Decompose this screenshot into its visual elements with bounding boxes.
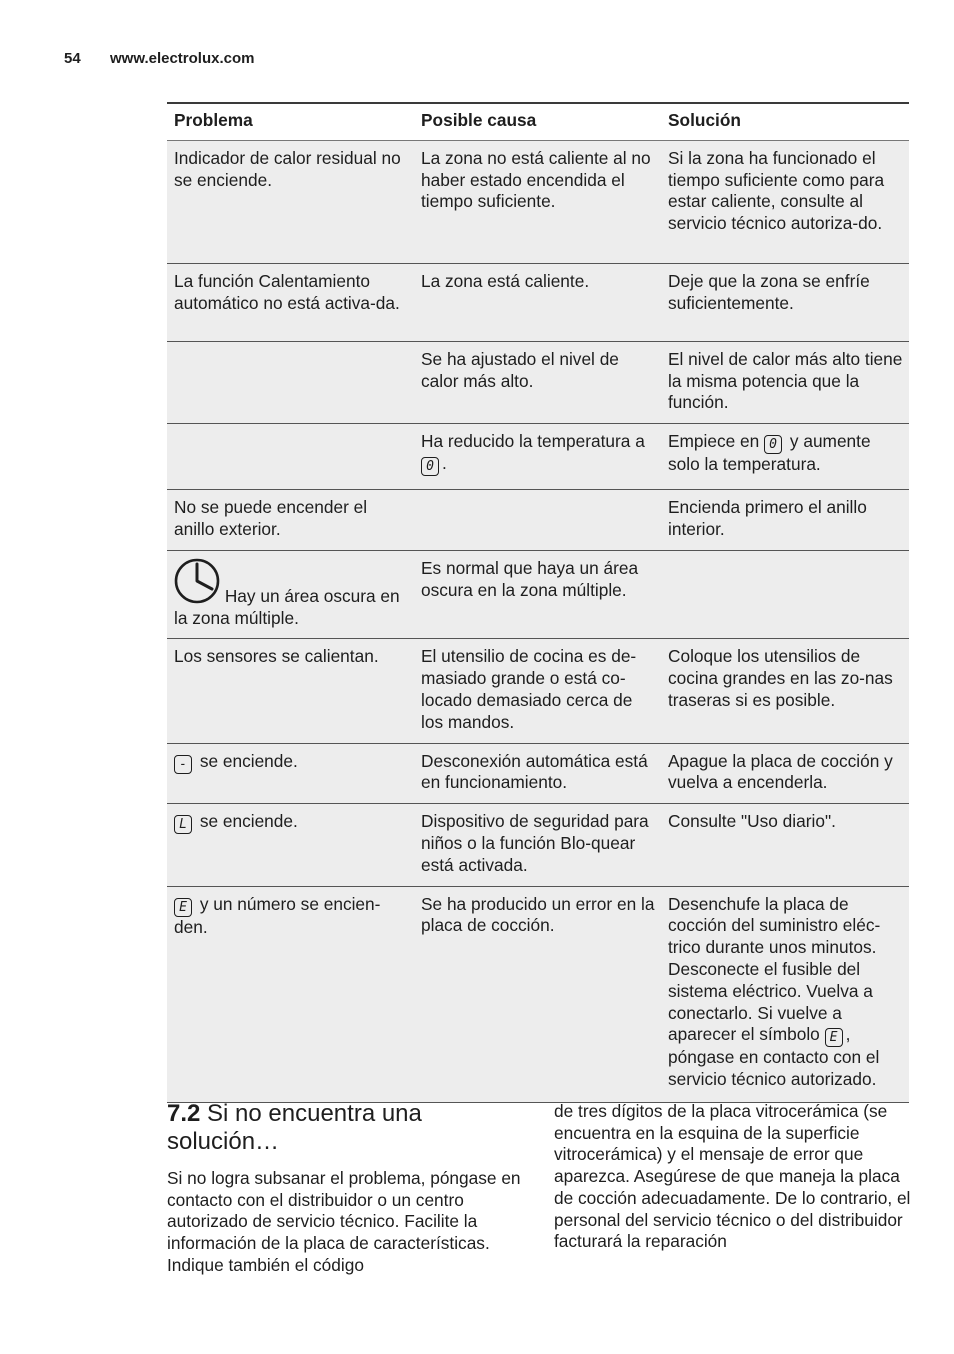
column-header-problem: Problema (167, 103, 414, 140)
solution-text: Desenchufe la placa de cocción del suministro eléc-trico durante unos minutos. Desconecte el fusible del sistema eléctrico. Vuelva a conectarlo. Si vuelve a aparecer el símbolo (668, 893, 881, 1045)
cell-cause: La zona no está caliente al no haber estado encendida el tiempo suficiente. (414, 140, 661, 263)
lock-display-symbol-icon: L (174, 815, 192, 834)
zero-display-symbol-icon: 0 (421, 457, 439, 476)
cell-cause: El utensilio de cocina es de-masiado grande o está co-locado demasiado cerca de los mandos. (414, 639, 661, 743)
cell-problem (167, 804, 414, 886)
section-paragraph-right: de tres dígitos de la placa vitrocerámica (se encuentra en la esquina de la superficie vitrocerámica) y el mensaje de error que aparezca. Asegúrese de que maneja la placa de cocción adecuadamente. De lo contrario, el personal del servicio técnico o del distribuidor facturará la reparación (554, 1101, 911, 1252)
cell-cause: La zona está caliente. (414, 263, 661, 341)
zero-display-symbol-icon: 0 (764, 435, 782, 454)
table-row (167, 886, 909, 1102)
cell-cause (414, 490, 661, 551)
troubleshooting-table (167, 102, 909, 1103)
problem-text: y un número se encien-den. (174, 893, 381, 937)
solution-text: Empiece en (668, 431, 760, 452)
cell-solution: Consulte "Uso diario". (661, 804, 909, 886)
cell-problem: Los sensores se calientan. (167, 639, 414, 743)
solution-text-end: y aumente solo la temperatura. (668, 431, 871, 475)
table-row (167, 743, 909, 804)
problem-text: Hay un área oscura en la zona múltiple. (174, 585, 400, 628)
problem-text: se enciende. (199, 750, 298, 771)
cell-solution: Encienda primero el anillo interior. (661, 490, 909, 551)
cell-problem: La función Calentamiento automático no está activa-da. (167, 263, 414, 341)
section-number: 7.2 (167, 1100, 201, 1127)
cell-problem: Indicador de calor residual no se enciende. (167, 140, 414, 263)
table-header-row (167, 103, 909, 140)
cell-cause: Desconexión automática está en funcionamiento. (414, 743, 661, 804)
cell-solution: Si la zona ha funcionado el tiempo suficiente como para estar caliente, consulte al servicio técnico autoriza-do. (661, 140, 909, 263)
page-header (64, 50, 255, 67)
cell-problem (167, 550, 414, 639)
section-paragraph-left: Si no logra subsanar el problema, póngase en contacto con el distribuidor o un centro autorizado de servicio técnico. Facilite la información de la placa de características. Indique también el código (167, 1168, 521, 1275)
cell-cause: Se ha ajustado el nivel de calor más alto. (414, 341, 661, 423)
table-row (167, 140, 909, 263)
error-display-symbol-icon: E (174, 898, 192, 917)
page-number: 54 (64, 50, 81, 67)
column-header-solution: Solución (661, 103, 909, 140)
cause-text: Ha reducido la temperatura a (421, 431, 645, 452)
site-url: www.electrolux.com (110, 50, 255, 67)
cell-cause: Se ha producido un error en la placa de cocción. (414, 886, 661, 1102)
cell-solution: El nivel de calor más alto tiene la misma potencia que la función. (661, 341, 909, 423)
hob-zone-dial-icon (174, 558, 220, 604)
cell-solution (661, 550, 909, 639)
cell-problem (167, 743, 414, 804)
table-row (167, 490, 909, 551)
table-row (167, 639, 909, 743)
cell-problem: No se puede encender el anillo exterior. (167, 490, 414, 551)
table-row (167, 550, 909, 639)
table-row (167, 341, 909, 423)
cell-solution: Apague la placa de cocción y vuelva a encenderla. (661, 743, 909, 804)
cell-solution (661, 886, 909, 1102)
problem-text: se enciende. (199, 811, 298, 832)
cell-solution: Coloque los utensilios de cocina grandes en las zo-nas traseras si es posible. (661, 639, 909, 743)
table-row (167, 424, 909, 490)
cell-problem (167, 341, 414, 423)
section-title: Si no encuentra una solución… (167, 1100, 422, 1155)
cell-cause (414, 424, 661, 490)
section-heading (167, 1100, 527, 1156)
dash-display-symbol-icon: - (174, 755, 192, 774)
error-display-symbol-icon: E (825, 1028, 843, 1047)
cause-text-end: . (442, 452, 447, 473)
cell-cause: Dispositivo de seguridad para niños o la función Blo-quear está activada. (414, 804, 661, 886)
column-header-cause: Posible causa (414, 103, 661, 140)
cell-problem (167, 886, 414, 1102)
cell-solution: Deje que la zona se enfríe suficientemente. (661, 263, 909, 341)
cell-problem (167, 424, 414, 490)
cell-cause: Es normal que haya un área oscura en la zona múltiple. (414, 550, 661, 639)
table-row (167, 263, 909, 341)
solution-text-end: , póngase en contacto con el servicio técnico autorizado. (668, 1024, 880, 1090)
cell-solution (661, 424, 909, 490)
table-row (167, 804, 909, 886)
